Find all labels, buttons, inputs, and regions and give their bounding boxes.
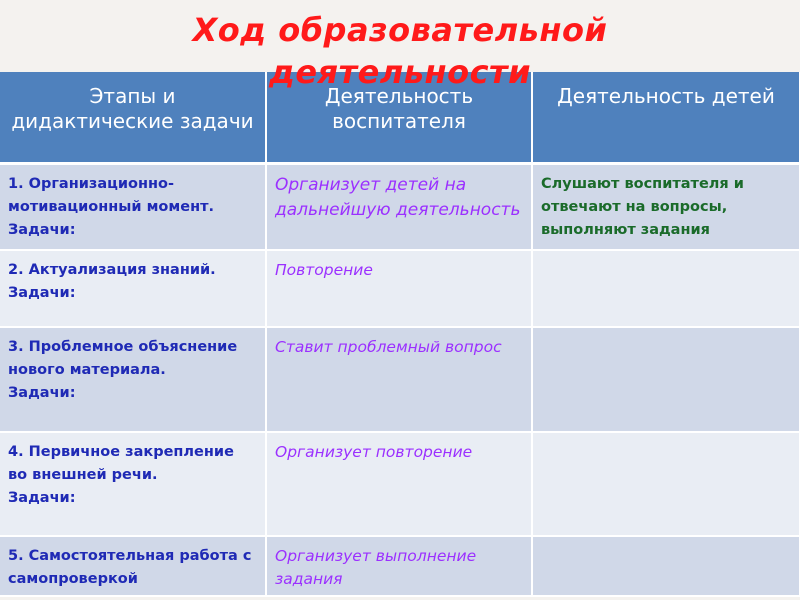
teacher-activity-cell: Ставит проблемный вопрос (266, 327, 532, 432)
stage-cell: 3. Проблемное объяснение нового материала. Задачи: (0, 327, 266, 432)
table-header-row (0, 72, 800, 163)
teacher-activity-cell: Организует повторение (266, 432, 532, 536)
table-row (0, 432, 800, 536)
slide-title-line-1: Ход образовательной (192, 11, 608, 49)
activity-table (0, 72, 800, 597)
children-activity-cell (532, 536, 800, 596)
teacher-activity-cell: Организует выполнение задания (266, 536, 532, 596)
stage-cell: 2. Актуализация знаний. Задачи: (0, 250, 266, 327)
children-activity-cell (532, 250, 800, 327)
children-activity-cell (532, 327, 800, 432)
children-activity-cell (532, 432, 800, 536)
children-activity-cell: Слушают воспитателя и отвечают на вопросы, выполняют задания (532, 163, 800, 250)
header-children-activity: Деятельность детей (532, 72, 800, 163)
table-row (0, 163, 800, 250)
teacher-activity-cell: Повторение (266, 250, 532, 327)
stage-cell: 5. Самостоятельная работа с самопроверкой (0, 536, 266, 596)
slide-title-line-2: деятельности (268, 53, 532, 91)
header-teacher-activity: Деятельность воспитателя (266, 72, 532, 163)
table-row (0, 250, 800, 327)
stage-cell: 1. Организационно- мотивационный момент. Задачи: (0, 163, 266, 250)
table-row (0, 327, 800, 432)
header-stages: Этапы и дидактические задачи (0, 72, 266, 163)
teacher-activity-cell: Организует детей на дальнейшую деятельность (266, 163, 532, 250)
stage-cell: 4. Первичное закрепление во внешней речи. Задачи: (0, 432, 266, 536)
table-row (0, 536, 800, 596)
